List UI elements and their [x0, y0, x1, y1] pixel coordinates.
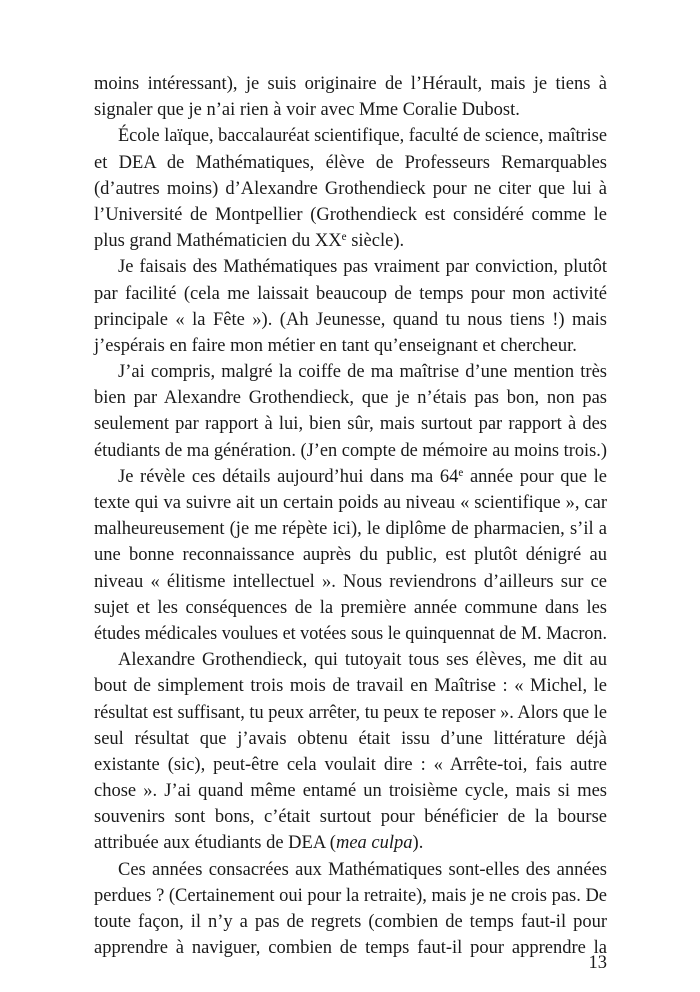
line-content: une bonne reconnaissance auprès du public, est plutôt dénigré au — [94, 545, 607, 566]
line-content: souvenirs sont bons, c’était surtout pour bénéficier de la bourse — [94, 807, 607, 828]
italic-text: mea culpa — [335, 833, 413, 854]
text-line — [94, 385, 607, 411]
superscript: e — [341, 231, 347, 244]
page-body — [94, 71, 607, 961]
page-number: 13 — [588, 953, 607, 973]
line-content: bout de simplement trois mois de travail en Maîtrise : « Michel, le — [94, 676, 607, 697]
line-content: texte qui va suivre ait un certain poids au niveau « scientifique », car — [94, 493, 607, 513]
line-content: principale « la Fête »). (Ah Jeunesse, quand tu nous tiens !) mais — [94, 309, 607, 330]
text-line — [94, 359, 607, 385]
text-line — [94, 516, 607, 542]
line-content: signaler que je n’ai rien à voir avec Mme Coralie Dubost. — [94, 100, 520, 121]
text-line — [94, 883, 607, 909]
text-line — [94, 254, 607, 280]
text-line — [94, 490, 607, 516]
superscript: e — [458, 466, 464, 479]
paragraph — [94, 359, 607, 464]
line-content: toute façon, il n’y a pas de regrets (combien de temps faut-il pour — [94, 912, 607, 932]
line-content: seul résultat que j’avais obtenu était issu d’une littérature déjà — [94, 728, 607, 749]
line-content: malheureusement (je me répète ici), le diplôme de pharmacien, s’il a — [94, 519, 607, 540]
text-segment: plus grand Mathématicien du XX — [94, 231, 342, 252]
text-line — [94, 176, 607, 202]
line-content: apprendre à naviguer, combien de temps faut-il pour apprendre la — [94, 938, 607, 959]
text-segment: attribuée aux étudiants de DEA ( — [94, 833, 336, 854]
text-segment: ). — [412, 833, 424, 854]
text-line — [94, 202, 607, 228]
text-line — [94, 752, 607, 778]
line-content — [94, 231, 404, 251]
paragraph — [94, 464, 607, 647]
line-content — [118, 467, 607, 487]
text-line — [94, 464, 607, 490]
text-line — [94, 621, 607, 647]
text-line — [94, 307, 607, 333]
text-line — [94, 71, 607, 97]
text-line — [94, 595, 607, 621]
text-line — [94, 673, 607, 699]
line-content: résultat est suffisant, tu peux arrêter, tu peux te reposer ». Alors que le — [94, 702, 607, 723]
line-content: Ces années consacrées aux Mathématiques sont-elles des années — [118, 859, 607, 880]
paragraph — [94, 123, 607, 254]
line-content: bien par Alexandre Grothendieck, que je n’étais pas bon, non pas — [94, 388, 607, 409]
line-content: et DEA de Mathématiques, élève de Professeurs Remarquables — [94, 152, 607, 173]
text-line — [94, 804, 607, 830]
line-content: perdues ? (Certainement oui pour la retraite), mais je ne crois pas. De — [94, 885, 607, 906]
paragraph — [94, 647, 607, 857]
text-line — [94, 857, 607, 883]
text-line — [94, 150, 607, 176]
text-segment: Je révèle ces détails aujourd’hui dans ma 64 — [118, 466, 459, 487]
line-content: par facilité (cela me laissait beaucoup de temps pour mon activité — [94, 283, 607, 304]
line-content: moins intéressant), je suis originaire de l’Hérault, mais je tiens à — [94, 74, 607, 94]
text-line — [94, 542, 607, 568]
text-line — [94, 726, 607, 752]
line-content: chose ». J’ai quand même entamé un troisième cycle, mais si mes — [94, 781, 607, 802]
line-content: (d’autres moins) d’Alexandre Grothendieck pour ne citer que lui à — [94, 178, 607, 199]
text-line — [94, 228, 607, 254]
text-segment: siècle). — [346, 231, 405, 252]
text-line — [94, 281, 607, 307]
paragraph — [94, 71, 607, 123]
paragraph — [94, 254, 607, 359]
line-content: Je faisais des Mathématiques pas vraiment par conviction, plutôt — [118, 257, 607, 278]
text-line — [94, 647, 607, 673]
text-segment: année pour que le — [463, 466, 607, 487]
text-line — [94, 830, 607, 856]
text-line — [94, 438, 607, 464]
text-line — [94, 778, 607, 804]
line-content: sujet et les conséquences de la première année commune dans les — [94, 597, 607, 618]
text-line — [94, 123, 607, 149]
text-line — [94, 333, 607, 359]
text-line — [94, 97, 607, 123]
line-content: l’Université de Montpellier (Grothendieck est considéré comme le — [94, 204, 607, 225]
line-content: existante (sic), peut-être cela voulait dire : « Arrête-toi, fais autre — [94, 754, 607, 775]
paragraph — [94, 857, 607, 962]
line-content: École laïque, baccalauréat scientifique, faculté de science, maîtrise — [118, 126, 607, 147]
line-content: Alexandre Grothendieck, qui tutoyait tous ses élèves, me dit au — [118, 650, 607, 671]
line-content: études médicales voulues et votées sous le quinquennat de M. Macron. — [94, 623, 607, 644]
line-content: seulement par rapport à lui, bien sûr, mais surtout par rapport à des — [94, 414, 607, 435]
line-content — [94, 833, 423, 853]
text-line — [94, 700, 607, 726]
line-content: étudiants de ma génération. (J’en compte de mémoire au moins trois.) — [94, 440, 607, 461]
text-line — [94, 935, 607, 961]
text-line — [94, 909, 607, 935]
line-content: J’ai compris, malgré la coiffe de ma maîtrise d’une mention très — [118, 362, 607, 383]
line-content: j’espérais en faire mon métier en tant qu’enseignant et chercheur. — [94, 335, 577, 356]
text-line — [94, 569, 607, 595]
line-content: niveau « élitisme intellectuel ». Nous reviendrons d’ailleurs sur ce — [94, 571, 607, 592]
text-line — [94, 411, 607, 437]
